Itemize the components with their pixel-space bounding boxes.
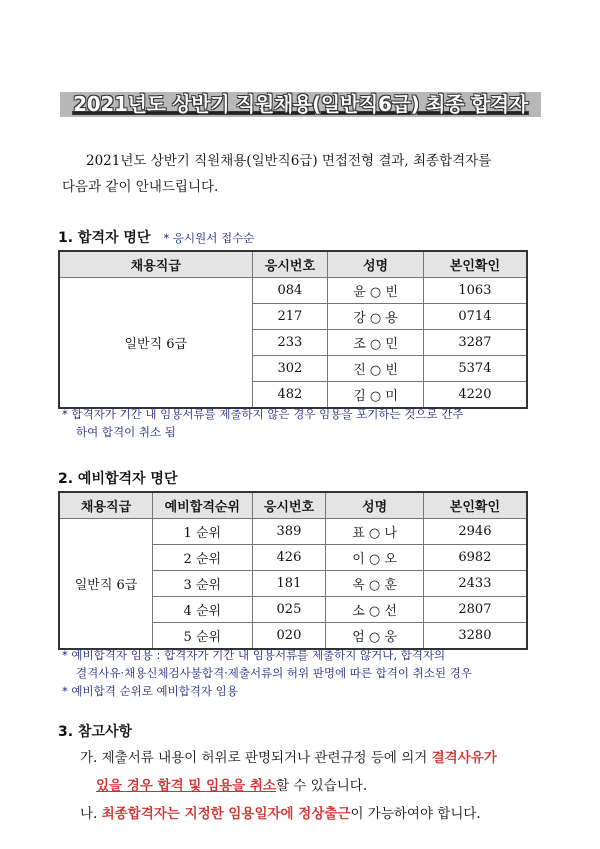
ref-a-highlight-1: 결격사유가 bbox=[431, 750, 497, 766]
intro-line-1: 2021년도 상반기 직원채용(일반직6급) 면접전형 결과, 최종합격자를 bbox=[86, 153, 492, 169]
section3-heading-row bbox=[58, 721, 132, 741]
grade-cell: 일반직 6급 bbox=[59, 519, 153, 650]
cell-verify: 2433 bbox=[423, 571, 527, 597]
cell-rank: 2 순위 bbox=[153, 545, 253, 571]
cell-verify: 6982 bbox=[423, 545, 527, 571]
reserve-table bbox=[58, 491, 528, 650]
cell-verify: 0714 bbox=[423, 304, 527, 330]
ref-a-text: 가. 제출서류 내용이 허위로 판명되거나 관련규정 등에 의거 bbox=[80, 750, 432, 766]
cell-rank: 1 순위 bbox=[153, 519, 253, 545]
cell-number: 233 bbox=[252, 330, 328, 356]
table-header-row bbox=[59, 492, 527, 519]
col-header-verify: 본인확인 bbox=[423, 492, 527, 519]
cell-number: 426 bbox=[252, 545, 326, 571]
col-header-name: 성명 bbox=[328, 251, 424, 278]
section1-heading-row bbox=[58, 227, 254, 247]
cell-name: 소 ○ 선 bbox=[326, 597, 424, 623]
col-header-name: 성명 bbox=[326, 492, 424, 519]
cell-name: 진 ○ 빈 bbox=[328, 356, 424, 382]
section1-note-line-1: * 합격자가 기간 내 임용서류를 제출하지 않은 경우 임용을 포기하는 것으로 간주 bbox=[62, 407, 464, 421]
ref-item-a bbox=[80, 744, 550, 772]
cell-number: 482 bbox=[252, 382, 328, 409]
cell-verify: 3287 bbox=[423, 330, 527, 356]
cell-name: 엄 ○ 웅 bbox=[326, 623, 424, 650]
table-row bbox=[59, 278, 527, 304]
ref-b-suffix: 이 가능하여야 합니다. bbox=[350, 806, 481, 822]
cell-number: 084 bbox=[252, 278, 328, 304]
cell-number: 181 bbox=[252, 571, 326, 597]
cell-verify: 3280 bbox=[423, 623, 527, 650]
col-header-grade: 채용직급 bbox=[59, 492, 153, 519]
cell-rank: 3 순위 bbox=[153, 571, 253, 597]
section2-note1-line-1: * 예비합격자 임용 : 합격자가 기간 내 임용서류를 제출하지 않거나, 합격자의 bbox=[62, 648, 446, 662]
cell-verify: 1063 bbox=[423, 278, 527, 304]
section2-heading: 2. 예비합격자 명단 bbox=[58, 471, 178, 487]
cell-name: 이 ○ 오 bbox=[326, 545, 424, 571]
cell-name: 강 ○ 용 bbox=[328, 304, 424, 330]
ref-a-highlight-2: 있을 경우 합격 및 임용을 취소 bbox=[96, 778, 276, 794]
cell-number: 020 bbox=[252, 623, 326, 650]
table-row bbox=[59, 519, 527, 545]
cell-name: 조 ○ 민 bbox=[328, 330, 424, 356]
cell-number: 217 bbox=[252, 304, 328, 330]
section2-note1-line-2: 결격사유·채용신체검사불합격·제출서류의 허위 판명에 따른 합격이 취소된 경우 bbox=[76, 666, 472, 680]
cell-rank: 5 순위 bbox=[153, 623, 253, 650]
cell-verify: 2946 bbox=[423, 519, 527, 545]
cell-number: 302 bbox=[252, 356, 328, 382]
ref-a-suffix: 할 수 있습니다. bbox=[276, 778, 368, 794]
cell-number: 025 bbox=[252, 597, 326, 623]
cell-name: 옥 ○ 훈 bbox=[326, 571, 424, 597]
ref-item-a-cont bbox=[80, 772, 550, 800]
cell-verify: 5374 bbox=[423, 356, 527, 382]
section2-note2: * 예비합격 순위로 예비합격자 임용 bbox=[62, 684, 238, 698]
ref-item-b bbox=[80, 800, 550, 828]
cell-name: 윤 ○ 빈 bbox=[328, 278, 424, 304]
cell-verify: 4220 bbox=[423, 382, 527, 409]
cell-verify: 2807 bbox=[423, 597, 527, 623]
page-title: 2021년도 상반기 직원채용(일반직6급) 최종 합격자 bbox=[60, 92, 541, 117]
ref-b-highlight: 최종합격자는 지정한 임용일자에 정상출근 bbox=[101, 806, 351, 822]
section2-notes bbox=[62, 646, 542, 700]
section1-heading: 1. 합격자 명단 bbox=[58, 230, 151, 246]
col-header-number: 응시번호 bbox=[252, 251, 328, 278]
col-header-verify: 본인확인 bbox=[423, 251, 527, 278]
section1-note bbox=[62, 405, 542, 441]
table-header-row bbox=[59, 251, 527, 278]
finalist-table bbox=[58, 250, 528, 409]
cell-number: 389 bbox=[252, 519, 326, 545]
section1-subnote: * 응시원서 접수순 bbox=[163, 231, 255, 245]
grade-cell: 일반직 6급 bbox=[59, 278, 252, 409]
col-header-number: 응시번호 bbox=[252, 492, 326, 519]
col-header-grade: 채용직급 bbox=[59, 251, 252, 278]
intro-paragraph bbox=[62, 148, 542, 200]
cell-name: 김 ○ 미 bbox=[328, 382, 424, 409]
cell-name: 표 ○ 나 bbox=[326, 519, 424, 545]
intro-line-2: 다음과 같이 안내드립니다. bbox=[62, 179, 219, 195]
cell-rank: 4 순위 bbox=[153, 597, 253, 623]
col-header-rank: 예비합격순위 bbox=[153, 492, 253, 519]
section2-heading-row bbox=[58, 468, 177, 488]
ref-b-prefix: 나. bbox=[80, 806, 102, 822]
section3-items bbox=[80, 744, 550, 828]
section3-heading: 3. 참고사항 bbox=[58, 724, 133, 740]
section1-note-line-2: 하여 합격이 취소 됨 bbox=[76, 425, 176, 439]
